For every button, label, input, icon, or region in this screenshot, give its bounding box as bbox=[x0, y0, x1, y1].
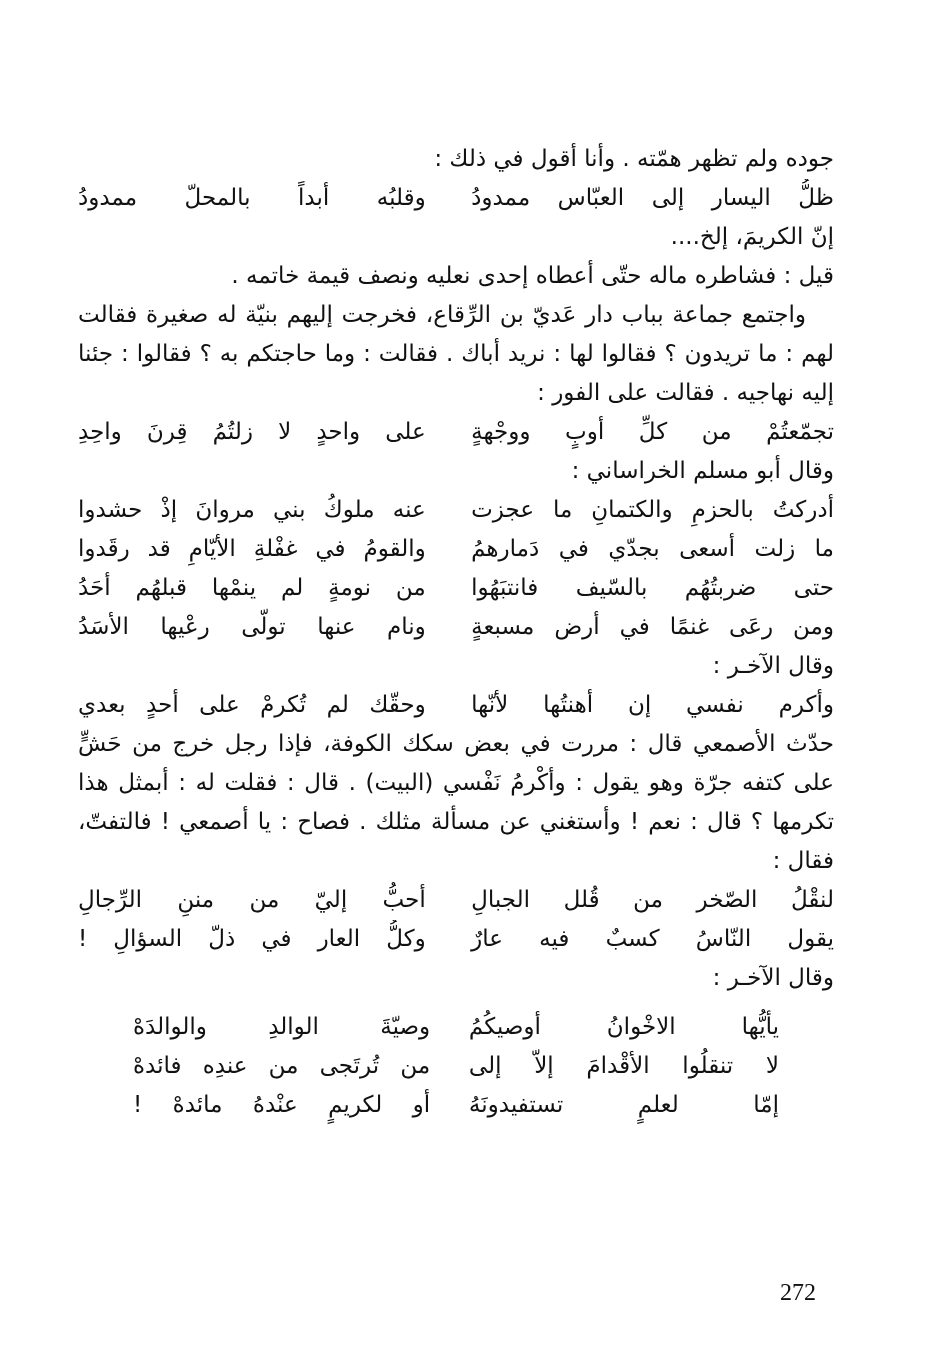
verse-second-half: وصيّةَ الوالدِ والوالدَهْ bbox=[133, 1014, 431, 1040]
verse-second-half: وكلُّ العار في ذلّ السؤالِ ! bbox=[78, 926, 426, 952]
verse-second-half: وحقّك لم تُكرمْ على أحدٍ بعدي bbox=[78, 692, 426, 718]
verse-second-half: من تُرتَجى من عندِه فائدهْ bbox=[133, 1053, 431, 1079]
verse-first-half: لنقْلُ الصّخر من قُلل الجبالِ bbox=[471, 887, 834, 913]
verse-first-half: ظلُّ اليسار إلى العبّاس ممدودُ bbox=[471, 185, 834, 211]
paragraph: حدّث الأصمعي قال : مررت في بعض سكك الكوفة، فإذا رجل خرج من حَشٍّ على كتفه جرّة وهو يقول : وأكْرمُ نَفْسي (البيت) . قال : فقلت له : أبمثل هذا تكرمها ؟ قال : نعم ! وأستغني عن مسألة مثلك . فصاح : يا أصمعي ! فالتفتّ، فقال : bbox=[78, 731, 834, 874]
text-line: وقال أبو مسلم الخراساني : bbox=[571, 458, 834, 484]
verse-second-half: والقومُ في غفْلةِ الأيّامِ قد رقَدوا bbox=[78, 536, 426, 562]
verse-first-half: ما زلت أسعى بجدّي في دَمارهمُ bbox=[471, 536, 834, 562]
paragraph: واجتمع جماعة بباب دار عَديّ بن الرِّقاع، فخرجت إليهم بنيّة له صغيرة فقالت لهم : ما تريدون ؟ فقالوا لها : نريد أباك . فقالت : وما حاجتكم به ؟ فقالوا : جئنا إليه نهاجيه . فقالت على الفور : bbox=[78, 302, 834, 406]
verse-second-half: أو لكريمٍ عنْدهُ مائدهْ ! bbox=[133, 1092, 431, 1118]
verse-second-half: من نومةٍ لم ينمْها قبلهُم أحَدُ bbox=[78, 575, 426, 601]
verse-first-half: وأكرم نفسي إن أهنتُها لأنّها bbox=[471, 692, 834, 718]
verse-first-half: ومن رعَى غنمًا في أرض مسبعةٍ bbox=[471, 614, 834, 640]
verse-second-half: وقلبُه أبداً بالمحلّ ممدودُ bbox=[78, 185, 426, 211]
verse bbox=[78, 608, 834, 647]
page-number: 272 bbox=[780, 1280, 816, 1306]
verse-first-half: أدركتُ بالحزمِ والكتمانِ ما عجزت bbox=[471, 497, 834, 523]
text-line: وقال الآخـر : bbox=[712, 653, 834, 679]
verse bbox=[78, 491, 834, 530]
verse-first-half: يقول النّاسُ كسبٌ فيه عارٌ bbox=[471, 926, 834, 952]
page-body bbox=[78, 140, 834, 1125]
verse-second-half: ونام عنها تولّى رعْيها الأسَدُ bbox=[78, 614, 426, 640]
verse-second-half: عنه ملوكُ بني مروانَ إذْ حشدوا bbox=[78, 497, 426, 523]
verse-first-half: لا تنقلُوا الأقْدامَ إلاّ إلى bbox=[468, 1053, 779, 1079]
verse bbox=[133, 1086, 779, 1125]
verse-first-half: حتى ضربتُهُم بالسّيف فانتبَهُوا bbox=[471, 575, 834, 601]
text-line: إنّ الكريمَ، إلخ.... bbox=[670, 224, 834, 250]
verse-second-half: أحبُّ إليّ من مننِ الرِّجالِ bbox=[78, 887, 426, 913]
verse bbox=[78, 881, 834, 920]
verse bbox=[133, 1047, 779, 1086]
verse-first-half: يأيُّها الاخْوانُ أوصيكُمُ bbox=[468, 1014, 779, 1040]
verse-first-half: تجمّعتُمْ من كلِّ أوبٍ ووجْهةٍ bbox=[471, 419, 834, 445]
text-line: وقال الآخـر : bbox=[712, 965, 834, 991]
verse bbox=[78, 530, 834, 569]
verse bbox=[78, 179, 834, 218]
verse bbox=[78, 686, 834, 725]
verse-second-half: على واحدٍ لا زلتُمُ قِرنَ واحِدِ bbox=[78, 419, 426, 445]
verse-first-half: إمّا لعلمٍ تستفيدونَهُ bbox=[468, 1092, 779, 1118]
verse bbox=[78, 920, 834, 959]
text-line: قيل : فشاطره ماله حتّى أعطاه إحدى نعليه ونصف قيمة خاتمه . bbox=[231, 263, 834, 289]
verse bbox=[78, 569, 834, 608]
verse bbox=[133, 1008, 779, 1047]
verse bbox=[78, 413, 834, 452]
text-line: جوده ولم تظهر همّته . وأنا أقول في ذلك : bbox=[434, 146, 834, 172]
